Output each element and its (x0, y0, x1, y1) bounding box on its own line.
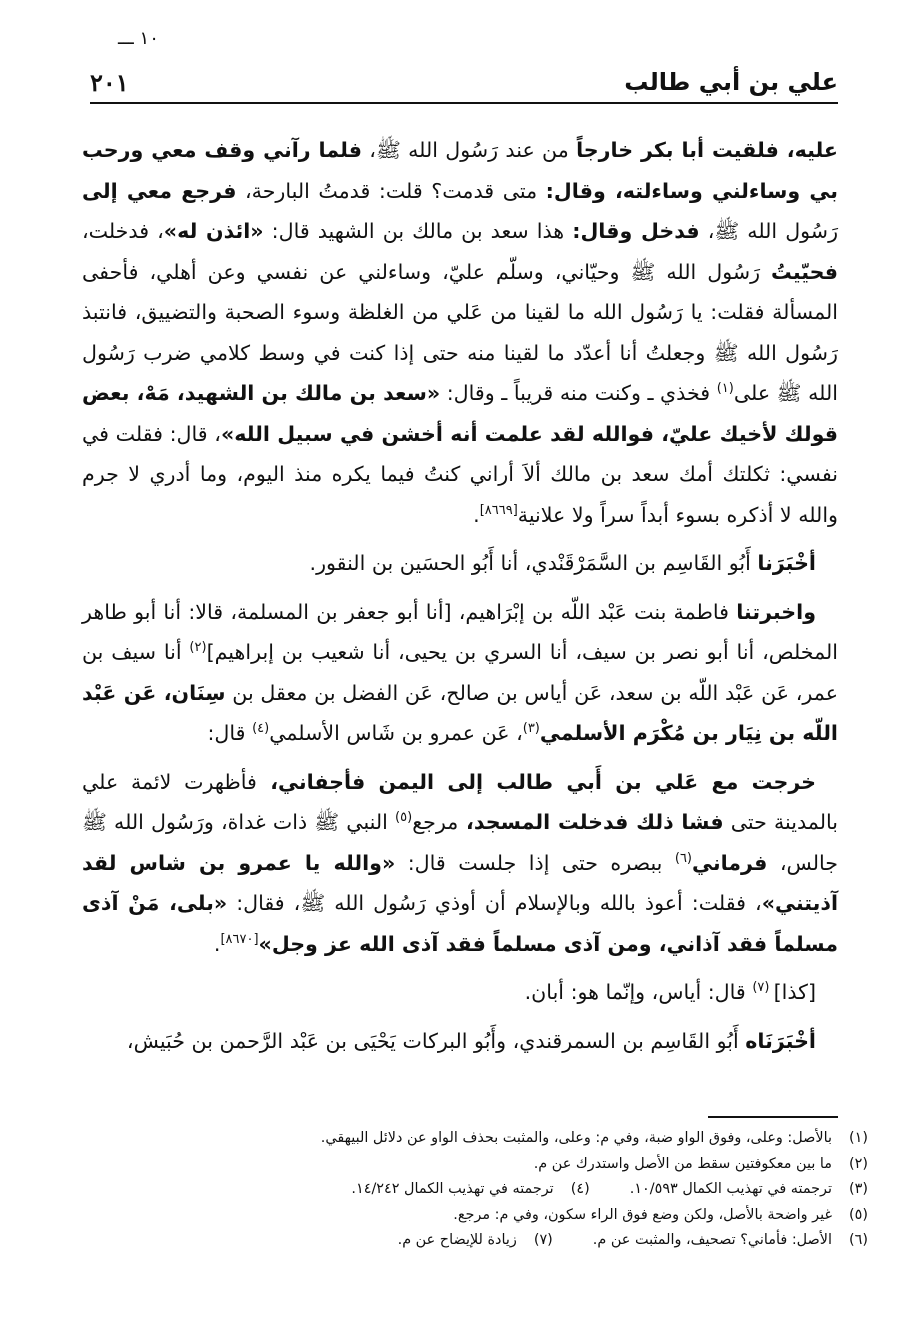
text-run: قال: أياس، وإنّما هو: أبان. (524, 980, 753, 1004)
paragraph (82, 762, 838, 965)
text-run: من عند رَسُول الله ﷺ، (361, 138, 577, 162)
text-run: . (213, 931, 221, 956)
footnote-number: (٦) (849, 1232, 868, 1249)
footnote-number: (٤) (570, 1181, 590, 1198)
footnote-reference: (٣) (522, 721, 540, 737)
text-run: فدخل وقال: (572, 219, 700, 243)
text-run: «ائذن له» (163, 219, 264, 243)
text-run: «والله يا عمرو بن شاس لقد آذيتني» (82, 850, 838, 915)
text-run: ، عَن عمرو بن شَاس الأسلمي (269, 721, 523, 745)
text-run: ، قال: فقلت في نفسي: ثكلتك أمك سعد بن مالك ألاَ أراني كنتُ فيما يكره منذ اليوم، وما أدري لا جرم والله لا أذكره بسوء أبداً سراً ولا علانية (82, 421, 838, 527)
footnote-text: الأصل: فأماني؟ تصحيف، والمثبت عن م. (592, 1232, 832, 1249)
footnote (90, 1228, 868, 1254)
footnote-number: (٣) (849, 1181, 868, 1198)
text-run: قال: (207, 721, 253, 745)
text-run: متى قدمت؟ قلت: قدمتُ البارحة، (236, 178, 546, 203)
footnote (90, 1177, 868, 1203)
footnote-reference: (٦) (674, 850, 692, 866)
paragraph (82, 543, 838, 584)
footnote-reference: [٨٦٧٠] (220, 931, 259, 947)
footnote-reference: (١) (716, 381, 734, 397)
footnote-reference: (٧) (752, 980, 774, 996)
text-run: فرجع معي إلى (82, 178, 237, 203)
text-run: خرجت مع عَلي بن أَبي طالب إلى اليمن فأجفاني، (256, 769, 816, 794)
footnote-text: ما بين معكوفتين سقط من الأصل واستدرك عن م. (533, 1155, 832, 1172)
text-run: رَسُول الله ﷺ، (699, 219, 839, 243)
text-run: أَبُو القَاسِم بن السمرقندي، وأَبُو البركات يَحْيَى بن عَبْد الرَّحمن بن حُبَيش، (126, 1028, 746, 1053)
footnote-number: (٧) (533, 1232, 553, 1249)
text-run: النبي ﷺ ذات غداة، ورَسُول الله ﷺ جالس، (82, 810, 838, 875)
paragraph (82, 972, 838, 1013)
text-run: «بلى، مَنْ آذى مسلماً فقد آذاني، ومن آذى مسلماً فقد آذى الله عز وجل» (82, 891, 838, 956)
footnote-divider (708, 1116, 838, 1118)
text-run: هذا سعد بن مالك بن الشهيد قال: (263, 219, 573, 243)
text-run: مرجع (412, 810, 459, 834)
footnote (90, 1203, 868, 1229)
footnote-reference: (٥) (395, 810, 413, 826)
footnote-number: (٢) (849, 1155, 868, 1172)
paragraph (82, 1021, 838, 1062)
footnote-text: ترجمته في تهذيب الكمال ١٤/٢٤٢. (351, 1181, 554, 1198)
text-run: واخبرتنا (736, 599, 816, 624)
page-mark: ١٠ ـــ (118, 28, 159, 49)
text-run: عليه، فلقيت أبا بكر خارجاً (576, 138, 838, 162)
footnote-reference: [٨٦٦٩] (479, 502, 518, 518)
text-run: . (473, 502, 480, 527)
text-run: سِنَان، عَن عَبْد اللّه بن نِيَار بن مُكْرَم الأسلمي (82, 680, 838, 745)
text-run: رَسُول الله ﷺ وحيّاني، وسلّم عليّ، وساءلني عن نفسي وعن أهلي، فأحفى المسألة فقلت: يا رَسُول الله ما لقينا من عَلي من الغلظة وسوء الصحبة والتضييق، فانتبذ رَسُول الله ﷺ وجعلتُ أنا أعدّد ما لقينا منه حتى إذا كنت في وسط كلامي ضرب رَسُول الله ﷺ على (82, 259, 838, 405)
footnote-reference: (٢) (189, 640, 207, 656)
footnote-text: غير واضحة بالأصل، ولكن وضع فوق الراء سكون، وفي م: مرجع. (453, 1206, 832, 1223)
text-run: ببصره حتى إذا جلست قال: (395, 850, 675, 875)
text-run: فأظهرت لائمة علي بالمدينة حتى (82, 769, 838, 834)
footnote-text: زيادة للإيضاح عن م. (397, 1232, 517, 1249)
text-run: فلما رآني وقف معي ورحب بي وساءلني وساءلته، وقال: (82, 138, 838, 203)
footnotes (90, 1126, 868, 1254)
paragraph (82, 130, 838, 535)
footnote-number: (١) (849, 1130, 868, 1146)
footnote (90, 1126, 868, 1152)
footnote-text: ترجمته في تهذيب الكمال ١٠/٥٩٣. (629, 1181, 832, 1198)
text-run: «سعد بن مالك بن الشهيد، مَهْ، بعض قولك لأخيك عليّ، فوالله لقد علمت أنه أخشن في سبيل الله» (82, 381, 838, 446)
footnote-text: بالأصل: وعلى، وفوق الواو ضبة، وفي م: وعلى، والمثبت بحذف الواو عن دلائل البيهقي. (320, 1130, 832, 1146)
text-run: فشا ذلك فدخلت المسجد، (458, 810, 724, 834)
text-run: أنا سيف بن عمر، عَن عَبْد اللّه بن سعد، عَن أياس بن صالح، عَن الفضل بن معقل بن (82, 640, 838, 705)
text-run: فاطمة بنت عَبْد اللّه بن إبْرَاهيم، [أنا أبو جعفر بن المسلمة، قالا: أنا أبو طاهر المخلص، أنا أبو نصر بن سيف، أنا السري بن يحيى، أنا شعيب بن إبراهيم] (82, 599, 838, 664)
text-run: فرماني (692, 850, 768, 875)
running-title: علي بن أبي طالب (624, 68, 838, 96)
text-run: ، فدخلت، (82, 219, 164, 243)
paragraph (82, 592, 838, 754)
main-text (82, 130, 838, 1069)
text-run: ، فقلت: أعوذ بالله وبالإسلام أن أوذي رَسُول الله ﷺ، فقال: (227, 891, 762, 915)
text-run: فحيّيتُ (771, 259, 838, 284)
footnote-reference: (٤) (252, 721, 270, 737)
footnote (90, 1152, 868, 1178)
text-run: فخذي ـ وكنت منه قريباً ـ وقال: (440, 381, 717, 405)
page-number: ٢٠١ (90, 68, 129, 97)
text-run: أَبُو القَاسِم بن السَّمَرْقَنْدي، أنا أَبُو الحسَين بن النقور. (309, 551, 758, 575)
footnote-number: (٥) (849, 1206, 868, 1223)
text-run: أخْبَرَنَاه (745, 1028, 816, 1053)
text-run: أخْبَرَنا (757, 551, 816, 575)
running-header (90, 62, 838, 104)
text-run: [كذا] (773, 980, 816, 1004)
